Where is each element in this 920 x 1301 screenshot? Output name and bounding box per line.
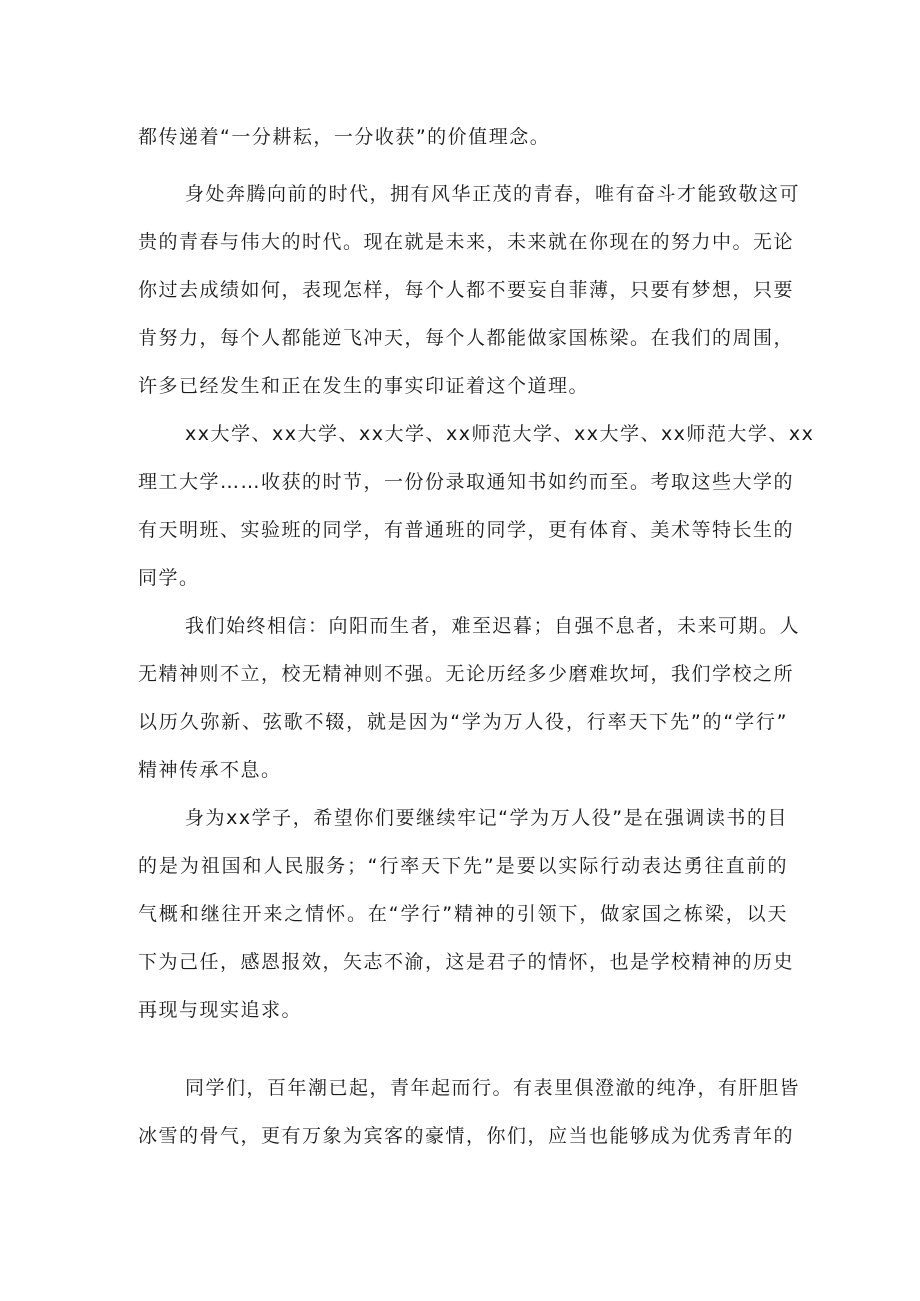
paragraph-line: 身处奔腾向前的时代，拥有风华正茂的青春，唯有奋斗才能致敬这可 bbox=[185, 183, 801, 205]
paragraph-line: 再现与现实追求。 bbox=[138, 999, 303, 1021]
paragraph-line: 冰雪的骨气，更有万象为宾客的豪情，你们，应当也能够成为优秀青年的 bbox=[138, 1125, 795, 1147]
paragraph-line: 的是为祖国和人民服务；“行率天下先”是要以实际行动表达勇往直前的 bbox=[138, 855, 788, 877]
paragraph-line: 都传递着“一分耕耘，一分收获”的价值理念。 bbox=[138, 126, 551, 148]
paragraph-line: 我们始终相信：向阳而生者，难至迟暮；自强不息者，未来可期。人 bbox=[185, 615, 801, 637]
paragraph-line: 精神传承不息。 bbox=[138, 759, 282, 781]
paragraph-line: 同学们，百年潮已起，青年起而行。有表里俱澄澈的纯净，有肝胆皆 bbox=[185, 1077, 801, 1099]
paragraph-line: 无精神则不立，校无精神则不强。无论历经多少磨难坎坷，我们学校之所 bbox=[138, 663, 795, 685]
paragraph-line: 以历久弥新、弦歌不辍，就是因为“学为万人役，行率天下先”的“学行” bbox=[138, 711, 788, 733]
paragraph-line: 肯努力，每个人都能逆飞冲天，每个人都能做家国栋梁。在我们的周围， bbox=[138, 327, 795, 349]
paragraph-line: 有天明班、实验班的同学，有普通班的同学，更有体育、美术等特长生的 bbox=[138, 519, 795, 541]
paragraph-line: 身为xx学子，希望你们要继续牢记“学为万人役”是在强调读书的目 bbox=[185, 807, 788, 829]
paragraph-line: 气概和继往开来之情怀。在“学行”精神的引领下，做家国之栋梁，以天 bbox=[138, 903, 788, 925]
paragraph-line: 你过去成绩如何，表现怎样，每个人都不要妄自菲薄，只要有梦想，只要 bbox=[138, 279, 795, 301]
paragraph-line: 理工大学……收获的时节，一份份录取通知书如约而至。考取这些大学的 bbox=[138, 471, 795, 493]
paragraph-line: 贵的青春与伟大的时代。现在就是未来，未来就在你现在的努力中。无论 bbox=[138, 231, 795, 253]
paragraph-line: 同学。 bbox=[138, 567, 200, 589]
paragraph-line: 许多已经发生和正在发生的事实印证着这个道理。 bbox=[138, 375, 590, 397]
paragraph-line: xx大学、xx大学、xx大学、xx师范大学、xx大学、xx师范大学、xx bbox=[185, 423, 815, 445]
paragraph-line: 下为己任，感恩报效，矢志不渝，这是君子的情怀，也是学校精神的历史 bbox=[138, 951, 795, 973]
